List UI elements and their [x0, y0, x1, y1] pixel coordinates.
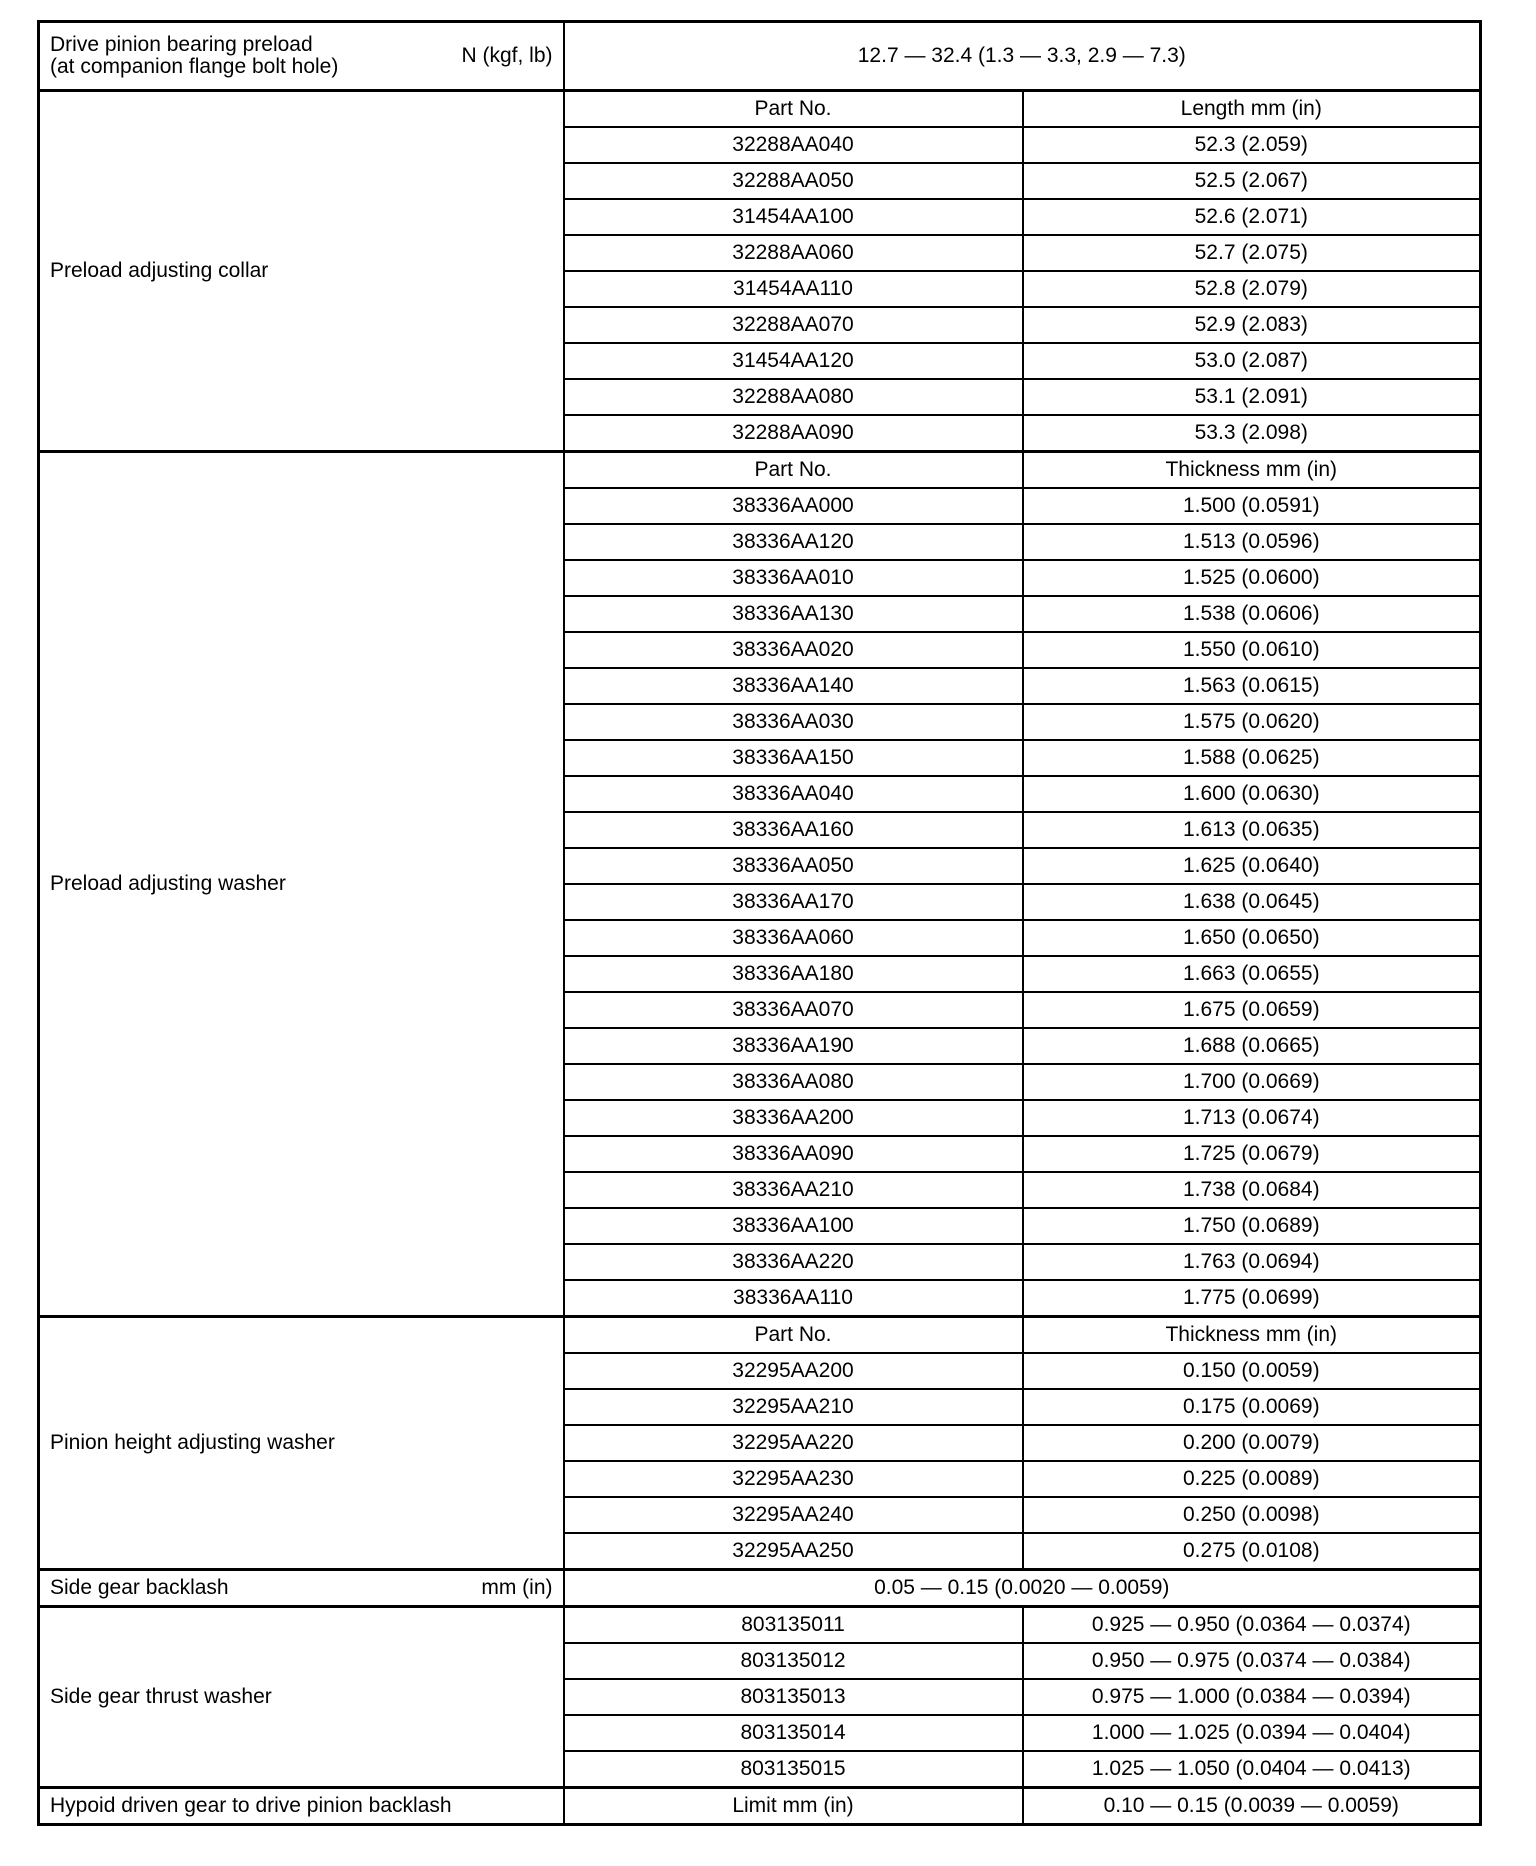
side-gear-backlash-label: Side gear backlash — [50, 1576, 229, 1599]
dimension-cell: 52.9 (2.083) — [1023, 307, 1481, 343]
part-number-cell: 32288AA050 — [564, 163, 1023, 199]
dimension-cell: 1.575 (0.0620) — [1023, 704, 1481, 740]
dimension-cell: 1.500 (0.0591) — [1023, 488, 1481, 524]
group-header-row — [39, 91, 1481, 128]
part-number-cell: 38336AA130 — [564, 596, 1023, 632]
group-label: Pinion height adjusting washer — [39, 1317, 564, 1570]
side-gear-backlash-label-cell — [39, 1570, 564, 1607]
drive-pinion-preload-label-cell — [39, 22, 564, 91]
dimension-cell: 0.250 (0.0098) — [1023, 1497, 1481, 1533]
part-number-cell: 38336AA060 — [564, 920, 1023, 956]
part-number-cell: 38336AA080 — [564, 1064, 1023, 1100]
part-number-cell: 38336AA170 — [564, 884, 1023, 920]
side-gear-backlash-row — [39, 1570, 1481, 1607]
part-number-cell: 38336AA010 — [564, 560, 1023, 596]
dimension-cell: 1.763 (0.0694) — [1023, 1244, 1481, 1280]
part-number-cell: 803135011 — [564, 1607, 1023, 1644]
thickness-range-cell: 1.000 — 1.025 (0.0394 — 0.0404) — [1023, 1715, 1481, 1751]
part-number-cell: 31454AA110 — [564, 271, 1023, 307]
column-header-part-no: Part No. — [564, 1317, 1023, 1354]
side-gear-thrust-washer-label: Side gear thrust washer — [39, 1607, 564, 1788]
part-number-cell: 32288AA070 — [564, 307, 1023, 343]
part-number-cell: 32288AA040 — [564, 127, 1023, 163]
dimension-cell: 1.675 (0.0659) — [1023, 992, 1481, 1028]
dimension-cell: 52.6 (2.071) — [1023, 199, 1481, 235]
part-number-cell: 38336AA110 — [564, 1280, 1023, 1317]
dimension-cell: 1.713 (0.0674) — [1023, 1100, 1481, 1136]
dimension-cell: 1.588 (0.0625) — [1023, 740, 1481, 776]
part-number-cell: 32288AA090 — [564, 415, 1023, 452]
dimension-cell: 52.8 (2.079) — [1023, 271, 1481, 307]
dimension-cell: 1.775 (0.0699) — [1023, 1280, 1481, 1317]
thickness-range-cell: 0.925 — 0.950 (0.0364 — 0.0374) — [1023, 1607, 1481, 1644]
dimension-cell: 1.538 (0.0606) — [1023, 596, 1481, 632]
column-header-part-no: Part No. — [564, 452, 1023, 489]
part-number-cell: 32295AA250 — [564, 1533, 1023, 1570]
column-header-part-no: Part No. — [564, 91, 1023, 128]
part-number-cell: 38336AA000 — [564, 488, 1023, 524]
dimension-cell: 1.525 (0.0600) — [1023, 560, 1481, 596]
group-header-row — [39, 1317, 1481, 1354]
dimension-cell: 0.275 (0.0108) — [1023, 1533, 1481, 1570]
part-number-cell: 32295AA230 — [564, 1461, 1023, 1497]
drive-pinion-preload-label-line2: (at companion flange bolt hole) — [50, 55, 339, 78]
dimension-cell: 1.613 (0.0635) — [1023, 812, 1481, 848]
part-number-cell: 31454AA100 — [564, 199, 1023, 235]
dimension-cell: 1.600 (0.0630) — [1023, 776, 1481, 812]
part-number-cell: 38336AA180 — [564, 956, 1023, 992]
dimension-cell: 1.563 (0.0615) — [1023, 668, 1481, 704]
part-number-cell: 32295AA240 — [564, 1497, 1023, 1533]
group-header-row — [39, 452, 1481, 489]
hypoid-backlash-value: 0.10 — 0.15 (0.0039 — 0.0059) — [1023, 1788, 1481, 1825]
side-gear-backlash-value: 0.05 — 0.15 (0.0020 — 0.0059) — [564, 1570, 1481, 1607]
drive-pinion-preload-label-line1: Drive pinion bearing preload — [50, 33, 313, 56]
dimension-cell: 1.738 (0.0684) — [1023, 1172, 1481, 1208]
table-row — [39, 1607, 1481, 1644]
dimension-cell: 1.750 (0.0689) — [1023, 1208, 1481, 1244]
drive-pinion-preload-row — [39, 22, 1481, 91]
part-number-cell: 32288AA080 — [564, 379, 1023, 415]
dimension-cell: 53.1 (2.091) — [1023, 379, 1481, 415]
drive-pinion-preload-unit: N (kgf, lb) — [461, 44, 553, 67]
dimension-cell: 1.638 (0.0645) — [1023, 884, 1481, 920]
dimension-cell: 53.3 (2.098) — [1023, 415, 1481, 452]
group-label: Preload adjusting collar — [39, 91, 564, 452]
dimension-cell: 0.225 (0.0089) — [1023, 1461, 1481, 1497]
dimension-cell: 0.150 (0.0059) — [1023, 1353, 1481, 1389]
dimension-cell: 52.5 (2.067) — [1023, 163, 1481, 199]
hypoid-backlash-limit-label: Limit mm (in) — [564, 1788, 1023, 1825]
dimension-cell: 1.725 (0.0679) — [1023, 1136, 1481, 1172]
dimension-cell: 1.688 (0.0665) — [1023, 1028, 1481, 1064]
part-number-cell: 38336AA100 — [564, 1208, 1023, 1244]
part-number-cell: 32295AA200 — [564, 1353, 1023, 1389]
part-number-cell: 38336AA120 — [564, 524, 1023, 560]
column-header-dimension: Length mm (in) — [1023, 91, 1481, 128]
thickness-range-cell: 0.950 — 0.975 (0.0374 — 0.0384) — [1023, 1643, 1481, 1679]
part-number-cell: 803135015 — [564, 1751, 1023, 1788]
thickness-range-cell: 1.025 — 1.050 (0.0404 — 0.0413) — [1023, 1751, 1481, 1788]
part-number-cell: 38336AA210 — [564, 1172, 1023, 1208]
part-number-cell: 38336AA040 — [564, 776, 1023, 812]
part-number-cell: 38336AA050 — [564, 848, 1023, 884]
dimension-cell: 1.663 (0.0655) — [1023, 956, 1481, 992]
part-number-cell: 38336AA160 — [564, 812, 1023, 848]
specification-table — [37, 20, 1482, 1826]
part-number-cell: 38336AA030 — [564, 704, 1023, 740]
part-number-cell: 31454AA120 — [564, 343, 1023, 379]
dimension-cell: 1.625 (0.0640) — [1023, 848, 1481, 884]
dimension-cell: 53.0 (2.087) — [1023, 343, 1481, 379]
group-label: Preload adjusting washer — [39, 452, 564, 1317]
part-number-cell: 32288AA060 — [564, 235, 1023, 271]
hypoid-backlash-label: Hypoid driven gear to drive pinion backlash — [39, 1788, 564, 1825]
dimension-cell: 1.550 (0.0610) — [1023, 632, 1481, 668]
part-number-cell: 803135014 — [564, 1715, 1023, 1751]
dimension-cell: 0.200 (0.0079) — [1023, 1425, 1481, 1461]
specification-table-body — [39, 22, 1481, 1825]
part-number-cell: 38336AA140 — [564, 668, 1023, 704]
part-number-cell: 32295AA220 — [564, 1425, 1023, 1461]
part-number-cell: 38336AA190 — [564, 1028, 1023, 1064]
part-number-cell: 803135013 — [564, 1679, 1023, 1715]
part-number-cell: 38336AA150 — [564, 740, 1023, 776]
part-number-cell: 38336AA070 — [564, 992, 1023, 1028]
part-number-cell: 38336AA220 — [564, 1244, 1023, 1280]
hypoid-backlash-row — [39, 1788, 1481, 1825]
column-header-dimension: Thickness mm (in) — [1023, 1317, 1481, 1354]
part-number-cell: 38336AA020 — [564, 632, 1023, 668]
part-number-cell: 32295AA210 — [564, 1389, 1023, 1425]
dimension-cell: 0.175 (0.0069) — [1023, 1389, 1481, 1425]
part-number-cell: 803135012 — [564, 1643, 1023, 1679]
column-header-dimension: Thickness mm (in) — [1023, 452, 1481, 489]
dimension-cell: 52.3 (2.059) — [1023, 127, 1481, 163]
part-number-cell: 38336AA090 — [564, 1136, 1023, 1172]
dimension-cell: 1.513 (0.0596) — [1023, 524, 1481, 560]
side-gear-backlash-unit: mm (in) — [481, 1576, 553, 1599]
dimension-cell: 1.650 (0.0650) — [1023, 920, 1481, 956]
thickness-range-cell: 0.975 — 1.000 (0.0384 — 0.0394) — [1023, 1679, 1481, 1715]
part-number-cell: 38336AA200 — [564, 1100, 1023, 1136]
drive-pinion-preload-value: 12.7 — 32.4 (1.3 — 3.3, 2.9 — 7.3) — [564, 22, 1481, 91]
dimension-cell: 1.700 (0.0669) — [1023, 1064, 1481, 1100]
dimension-cell: 52.7 (2.075) — [1023, 235, 1481, 271]
